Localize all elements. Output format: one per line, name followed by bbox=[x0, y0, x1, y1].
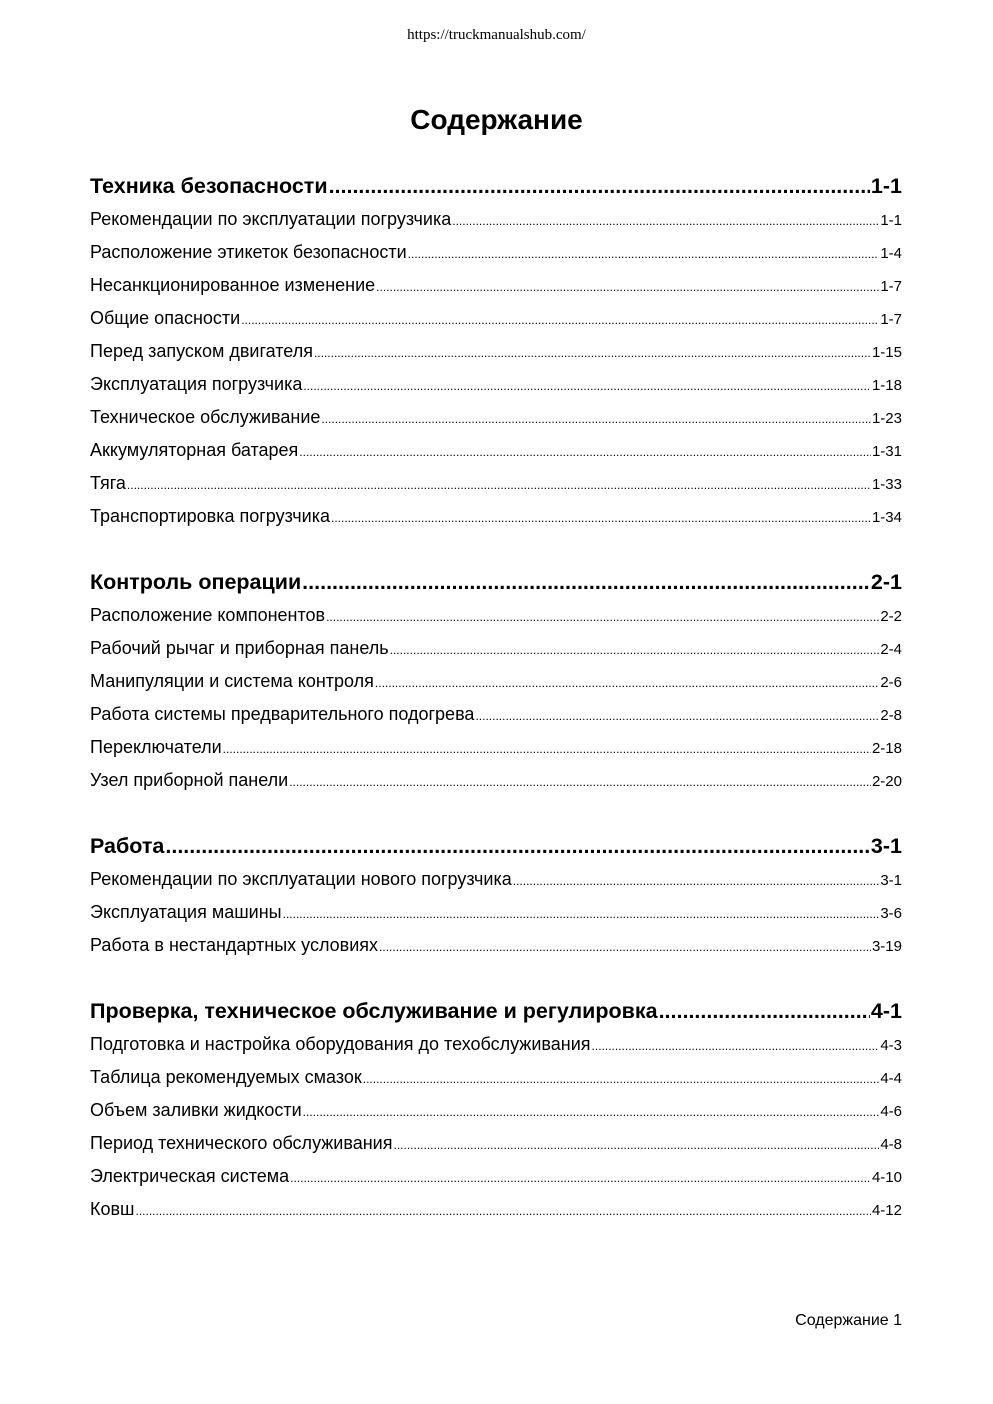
toc-entry[interactable] bbox=[90, 1166, 902, 1199]
toc-entry[interactable] bbox=[90, 374, 902, 407]
toc-items bbox=[90, 605, 902, 803]
entry-title: Тяга bbox=[90, 473, 126, 493]
dot-leader bbox=[390, 643, 880, 657]
entry-title: Эксплуатация машины bbox=[90, 902, 282, 922]
dot-leader bbox=[452, 214, 879, 228]
toc-section bbox=[90, 999, 902, 1232]
toc-entry[interactable] bbox=[90, 737, 902, 770]
dot-leader bbox=[659, 999, 870, 1024]
dot-leader bbox=[393, 1138, 879, 1152]
entry-title: Расположение этикеток безопасности bbox=[90, 242, 407, 262]
section-title: Техника безопасности bbox=[90, 174, 328, 198]
dot-leader bbox=[302, 570, 870, 595]
toc-entry[interactable] bbox=[90, 869, 902, 902]
entry-page-number: 2-4 bbox=[880, 641, 902, 658]
dot-leader bbox=[303, 1105, 880, 1119]
dot-leader bbox=[321, 412, 871, 426]
toc-entry[interactable] bbox=[90, 209, 902, 242]
toc-entry[interactable] bbox=[90, 935, 902, 968]
entry-page-number: 4-8 bbox=[880, 1136, 902, 1153]
page-title: Содержание bbox=[410, 104, 583, 135]
entry-page-number: 3-19 bbox=[871, 938, 902, 955]
entry-page-number: 1-18 bbox=[871, 377, 902, 394]
dot-leader bbox=[290, 1171, 871, 1185]
toc-entry[interactable] bbox=[90, 1034, 902, 1067]
dot-leader bbox=[376, 280, 879, 294]
entry-page-number: 1-33 bbox=[871, 476, 902, 493]
entry-title: Объем заливки жидкости bbox=[90, 1100, 302, 1120]
dot-leader bbox=[408, 247, 880, 261]
toc-entry[interactable] bbox=[90, 1100, 902, 1133]
entry-title: Узел приборной панели bbox=[90, 770, 289, 790]
toc-entry[interactable] bbox=[90, 605, 902, 638]
toc-entry[interactable] bbox=[90, 1133, 902, 1166]
toc-entry[interactable] bbox=[90, 770, 902, 803]
entry-page-number: 3-6 bbox=[880, 905, 902, 922]
dot-leader bbox=[326, 610, 879, 624]
toc-section-heading[interactable] bbox=[90, 834, 902, 869]
entry-title: Рекомендации по эксплуатации нового погрузчика bbox=[90, 869, 512, 889]
toc-entry[interactable] bbox=[90, 308, 902, 341]
section-page-number: 3-1 bbox=[870, 834, 902, 858]
toc-section-heading[interactable] bbox=[90, 174, 902, 209]
toc-entry[interactable] bbox=[90, 275, 902, 308]
entry-title: Рекомендации по эксплуатации погрузчика bbox=[90, 209, 452, 229]
toc-section-heading[interactable] bbox=[90, 570, 902, 605]
entry-page-number: 2-8 bbox=[880, 707, 902, 724]
entry-page-number: 4-6 bbox=[880, 1103, 902, 1120]
entry-page-number: 1-34 bbox=[871, 509, 902, 526]
dot-leader bbox=[314, 346, 871, 360]
dot-leader bbox=[136, 1204, 871, 1218]
dot-leader bbox=[592, 1039, 880, 1053]
dot-leader bbox=[363, 1072, 880, 1086]
entry-title: Перед запуском двигателя bbox=[90, 341, 313, 361]
toc-items bbox=[90, 869, 902, 968]
entry-page-number: 3-1 bbox=[880, 872, 902, 889]
entry-title: Период технического обслуживания bbox=[90, 1133, 393, 1153]
toc-entry[interactable] bbox=[90, 407, 902, 440]
dot-leader bbox=[241, 313, 879, 327]
toc-entry[interactable] bbox=[90, 671, 902, 704]
entry-title: Расположение компонентов bbox=[90, 605, 326, 625]
dot-leader bbox=[223, 742, 871, 756]
dot-leader bbox=[375, 676, 879, 690]
page-footer: Содержание 1 bbox=[795, 1312, 902, 1329]
entry-page-number: 1-4 bbox=[880, 245, 902, 262]
toc-entry[interactable] bbox=[90, 704, 902, 737]
toc-entry[interactable] bbox=[90, 440, 902, 473]
entry-title: Эксплуатация погрузчика bbox=[90, 374, 303, 394]
entry-page-number: 4-4 bbox=[880, 1070, 902, 1087]
dot-leader bbox=[299, 445, 871, 459]
toc-section-heading[interactable] bbox=[90, 999, 902, 1034]
dot-leader bbox=[303, 379, 871, 393]
entry-title: Аккумуляторная батарея bbox=[90, 440, 299, 460]
entry-page-number: 2-20 bbox=[871, 773, 902, 790]
entry-title: Манипуляции и система контроля bbox=[90, 671, 374, 691]
entry-title: Рабочий рычаг и приборная панель bbox=[90, 638, 389, 658]
entry-title: Техническое обслуживание bbox=[90, 407, 321, 427]
section-page-number: 1-1 bbox=[870, 174, 902, 198]
entry-title: Транспортировка погрузчика bbox=[90, 506, 330, 526]
section-title: Проверка, техническое обслуживание и регулировка bbox=[90, 999, 658, 1023]
entry-page-number: 1-7 bbox=[880, 278, 902, 295]
entry-page-number: 2-6 bbox=[880, 674, 902, 691]
toc-items bbox=[90, 209, 902, 539]
toc-section bbox=[90, 174, 902, 539]
toc-section bbox=[90, 834, 902, 968]
dot-leader bbox=[127, 478, 871, 492]
entry-page-number: 4-10 bbox=[871, 1169, 902, 1186]
dot-leader bbox=[165, 834, 870, 859]
entry-page-number: 1-7 bbox=[880, 311, 902, 328]
toc-entry[interactable] bbox=[90, 242, 902, 275]
entry-title: Работа в нестандартных условиях bbox=[90, 935, 379, 955]
entry-page-number: 2-2 bbox=[880, 608, 902, 625]
entry-title: Ковш bbox=[90, 1199, 135, 1219]
toc-entry[interactable] bbox=[90, 341, 902, 374]
toc-entry[interactable] bbox=[90, 902, 902, 935]
toc-entry[interactable] bbox=[90, 473, 902, 506]
dot-leader bbox=[329, 174, 870, 199]
entry-title: Электрическая система bbox=[90, 1166, 290, 1186]
toc-entry[interactable] bbox=[90, 1067, 902, 1100]
entry-title: Таблица рекомендуемых смазок bbox=[90, 1067, 362, 1087]
table-of-contents bbox=[90, 174, 902, 1263]
source-url[interactable]: https://truckmanualshub.com/ bbox=[407, 27, 586, 43]
dot-leader bbox=[379, 940, 871, 954]
dot-leader bbox=[283, 907, 880, 921]
dot-leader bbox=[475, 709, 879, 723]
toc-items bbox=[90, 1034, 902, 1232]
entry-page-number: 1-15 bbox=[871, 344, 902, 361]
entry-title: Подготовка и настройка оборудования до техобслуживания bbox=[90, 1034, 591, 1054]
toc-entry[interactable] bbox=[90, 506, 902, 539]
dot-leader bbox=[331, 511, 871, 525]
dot-leader bbox=[289, 775, 871, 789]
toc-entry[interactable] bbox=[90, 1199, 902, 1232]
entry-page-number: 4-12 bbox=[871, 1202, 902, 1219]
entry-title: Несанкционированное изменение bbox=[90, 275, 376, 295]
toc-entry[interactable] bbox=[90, 638, 902, 671]
entry-title: Переключатели bbox=[90, 737, 222, 757]
entry-page-number: 1-31 bbox=[871, 443, 902, 460]
entry-title: Работа системы предварительного подогрева bbox=[90, 704, 475, 724]
section-title: Работа bbox=[90, 834, 165, 858]
entry-page-number: 1-23 bbox=[871, 410, 902, 427]
entry-page-number: 2-18 bbox=[871, 740, 902, 757]
section-page-number: 4-1 bbox=[870, 999, 902, 1023]
section-page-number: 2-1 bbox=[870, 570, 902, 594]
entry-page-number: 1-1 bbox=[880, 212, 902, 229]
toc-section bbox=[90, 570, 902, 803]
section-title: Контроль операции bbox=[90, 570, 302, 594]
entry-page-number: 4-3 bbox=[880, 1037, 902, 1054]
entry-title: Общие опасности bbox=[90, 308, 241, 328]
dot-leader bbox=[513, 874, 880, 888]
